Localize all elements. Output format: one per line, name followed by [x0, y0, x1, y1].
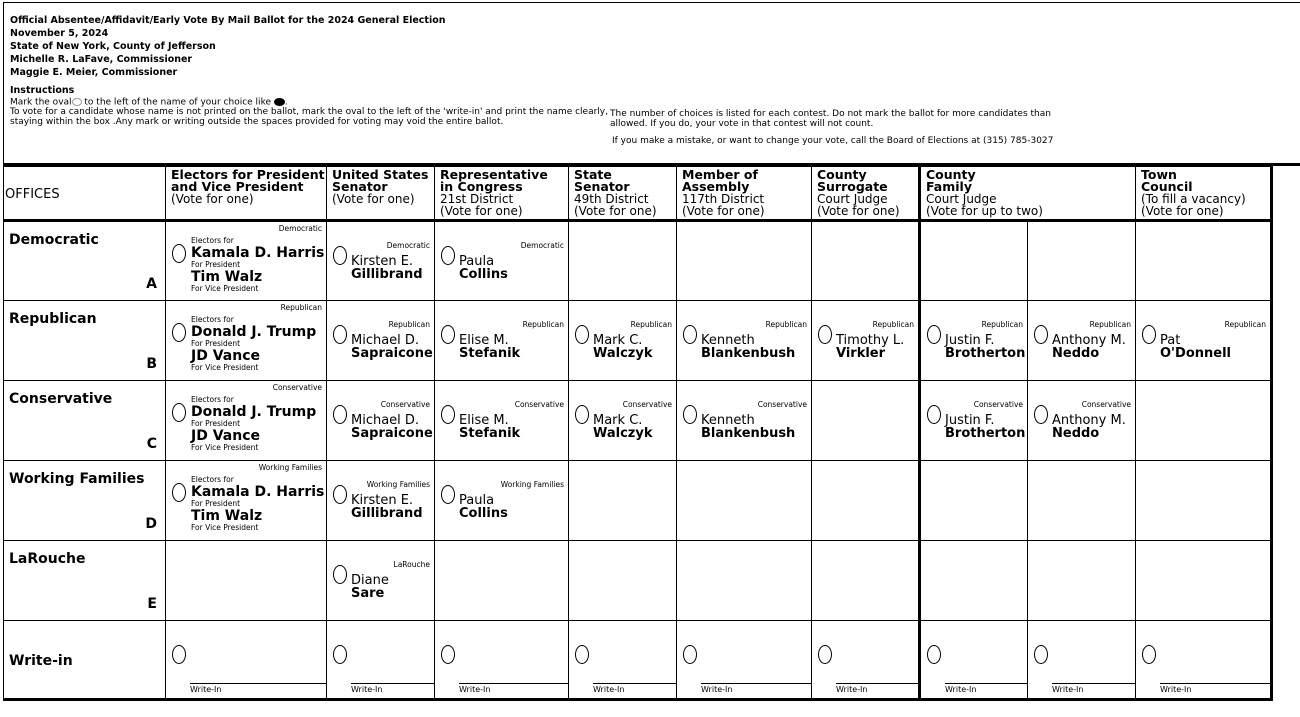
- vote-oval[interactable]: [172, 403, 186, 422]
- empty-cell: [812, 461, 920, 541]
- party-conservative: Conservative C: [4, 381, 166, 461]
- vote-oval[interactable]: [333, 645, 347, 664]
- cand-sen-con[interactable]: Conservative Michael D. Sapraicone: [327, 381, 435, 461]
- office-header-town-council: Town Council (To fill a vacancy) (Vote for one): [1136, 167, 1272, 221]
- vote-oval[interactable]: [333, 325, 347, 344]
- cand-sen-rep[interactable]: Republican Michael D. Sapraicone: [327, 301, 435, 381]
- empty-cell: [1136, 541, 1272, 621]
- vote-oval[interactable]: [172, 323, 186, 342]
- writein-assembly[interactable]: [677, 621, 812, 700]
- office-header-congress: Representative in Congress 21st District (Vote for one): [435, 167, 569, 221]
- vote-oval[interactable]: [441, 485, 455, 504]
- instructions-text: [10, 98, 610, 127]
- offices-label: OFFICES: [4, 167, 166, 221]
- office-header-family-court: County Family Court Judge (Vote for up to two): [920, 167, 1136, 221]
- vote-oval[interactable]: [575, 405, 589, 424]
- vote-oval[interactable]: [1142, 325, 1156, 344]
- vote-oval[interactable]: [927, 645, 941, 664]
- empty-cell: [166, 541, 327, 621]
- cand-sur-rep[interactable]: Republican Timothy L. Virkler: [812, 301, 920, 381]
- writein-state-senator[interactable]: [569, 621, 677, 700]
- ballot-title-block: [10, 14, 446, 79]
- vote-oval[interactable]: [575, 645, 589, 664]
- writein-family-2[interactable]: [1028, 621, 1136, 700]
- empty-cell: [812, 541, 920, 621]
- office-header-senator: United States Senator (Vote for one): [327, 167, 435, 221]
- cand-ss-con[interactable]: Conservative Mark C. Walczyk: [569, 381, 677, 461]
- cand-town-rep[interactable]: Republican Pat O'Donnell: [1136, 301, 1272, 381]
- cand-fam1-con[interactable]: Conservative Justin F. Brotherton: [920, 381, 1028, 461]
- office-header-assembly: Member of Assembly 117th District (Vote for one): [677, 167, 812, 221]
- empty-cell: [1136, 381, 1272, 461]
- empty-cell: [1028, 461, 1136, 541]
- instructions-choices: The number of choices is listed for each contest. Do not mark the ballot for more candidates than allowed. If you do, your vote in that contest will not count.: [610, 109, 1051, 129]
- cand-cong-con[interactable]: Conservative Elise M. Stefanik: [435, 381, 569, 461]
- vote-oval[interactable]: [1142, 645, 1156, 664]
- writein-line[interactable]: Write-In: [701, 683, 811, 694]
- empty-oval-icon: [72, 98, 82, 106]
- writein-congress[interactable]: [435, 621, 569, 700]
- vote-oval[interactable]: [927, 325, 941, 344]
- empty-cell: [1028, 541, 1136, 621]
- vote-oval[interactable]: [441, 645, 455, 664]
- vote-oval[interactable]: [1034, 325, 1048, 344]
- writein-line[interactable]: Write-In: [351, 683, 434, 694]
- vote-oval[interactable]: [1034, 405, 1048, 424]
- empty-cell: [920, 541, 1028, 621]
- cand-cong-wf[interactable]: Working Families Paula Collins: [435, 461, 569, 541]
- cand-asm-con[interactable]: Conservative Kenneth Blankenbush: [677, 381, 812, 461]
- office-header-state-senator: State Senator 49th District (Vote for one): [569, 167, 677, 221]
- cand-fam2-con[interactable]: Conservative Anthony M. Neddo: [1028, 381, 1136, 461]
- vote-oval[interactable]: [683, 325, 697, 344]
- empty-cell: [920, 461, 1028, 541]
- writein-line[interactable]: Write-In: [1160, 683, 1270, 694]
- writein-line[interactable]: Write-In: [459, 683, 568, 694]
- vote-oval[interactable]: [441, 405, 455, 424]
- empty-cell: [1136, 221, 1272, 301]
- empty-cell: [1136, 461, 1272, 541]
- empty-cell: [677, 221, 812, 301]
- cand-ss-rep[interactable]: Republican Mark C. Walczyk: [569, 301, 677, 381]
- cand-sen-lar[interactable]: LaRouche Diane Sare: [327, 541, 435, 621]
- vote-oval[interactable]: [683, 645, 697, 664]
- ticket-rep-president[interactable]: Republican Electors for Donald J. Trump For President JD Vance For Vice President: [166, 301, 327, 381]
- cand-cong-rep[interactable]: Republican Elise M. Stefanik: [435, 301, 569, 381]
- empty-cell: [920, 221, 1028, 301]
- cand-asm-rep[interactable]: Republican Kenneth Blankenbush: [677, 301, 812, 381]
- writein-line[interactable]: Write-In: [836, 683, 918, 694]
- writein-family-1[interactable]: [920, 621, 1028, 700]
- empty-cell: [812, 221, 920, 301]
- cand-cong-dem[interactable]: Democratic Paula Collins: [435, 221, 569, 301]
- vote-oval[interactable]: [818, 645, 832, 664]
- writein-line[interactable]: Write-In: [1052, 683, 1135, 694]
- vote-oval[interactable]: [333, 485, 347, 504]
- empty-cell: [677, 461, 812, 541]
- ticket-con-president[interactable]: Conservative Electors for Donald J. Trump For President JD Vance For Vice President: [166, 381, 327, 461]
- ballot-title: Official Absentee/Affidavit/Early Vote By Mail Ballot for the 2024 General Election: [10, 15, 446, 26]
- vote-oval[interactable]: [575, 325, 589, 344]
- office-header-president: Electors for President and Vice President (Vote for one): [166, 167, 327, 221]
- vote-oval[interactable]: [441, 246, 455, 265]
- writein-town[interactable]: [1136, 621, 1272, 700]
- vote-oval[interactable]: [172, 244, 186, 263]
- writein-senator[interactable]: [327, 621, 435, 700]
- vote-oval[interactable]: [333, 405, 347, 424]
- vote-oval[interactable]: [683, 405, 697, 424]
- empty-cell: [677, 541, 812, 621]
- writein-surrogate[interactable]: [812, 621, 920, 700]
- instructions-mark-oval: Mark the oval to the left of the name of your choice like .: [10, 97, 288, 108]
- empty-cell: [569, 541, 677, 621]
- empty-cell: [812, 381, 920, 461]
- instructions-mistake: If you make a mistake, or want to change your vote, call the Board of Elections at (315) 785-3027: [612, 136, 1054, 146]
- cand-sen-dem[interactable]: Democratic Kirsten E. Gillibrand: [327, 221, 435, 301]
- ballot-grid: [3, 166, 1273, 701]
- party-republican: Republican B: [4, 301, 166, 381]
- empty-cell: [569, 461, 677, 541]
- instructions-title: Instructions: [10, 85, 75, 96]
- cand-fam1-rep[interactable]: Republican Justin F. Brotherton: [920, 301, 1028, 381]
- jurisdiction: State of New York, County of Jefferson: [10, 41, 216, 52]
- cand-fam2-rep[interactable]: Republican Anthony M. Neddo: [1028, 301, 1136, 381]
- writein-line[interactable]: Write-In: [593, 683, 676, 694]
- writein-president[interactable]: [166, 621, 327, 700]
- election-date: November 5, 2024: [10, 28, 109, 39]
- vote-oval[interactable]: [927, 405, 941, 424]
- empty-cell: [569, 221, 677, 301]
- party-democratic: Democratic A: [4, 221, 166, 301]
- party-working-families: Working Families D: [4, 461, 166, 541]
- vote-oval[interactable]: [333, 565, 347, 584]
- cand-sen-wf[interactable]: Working Families Kirsten E. Gillibrand: [327, 461, 435, 541]
- instructions-write-in: To vote for a candidate whose name is not printed on the ballot, mark the oval to the left of the 'write-in' and print the name clearly, staying within the box .Any mark or writing outside the spaces provided for voting may void the entire ballot.: [10, 107, 608, 127]
- vote-oval[interactable]: [818, 325, 832, 344]
- party-larouche: LaRouche E: [4, 541, 166, 621]
- vote-oval[interactable]: [172, 483, 186, 502]
- empty-cell: [1028, 221, 1136, 301]
- ticket-wf-president[interactable]: Working Families Electors for Kamala D. Harris For President Tim Walz For Vice President: [166, 461, 327, 541]
- vote-oval[interactable]: [333, 246, 347, 265]
- writein-line[interactable]: Write-In: [190, 683, 326, 694]
- writein-label: Write-in: [4, 621, 166, 700]
- vote-oval[interactable]: [1034, 645, 1048, 664]
- writein-line[interactable]: Write-In: [945, 683, 1027, 694]
- empty-cell: [435, 541, 569, 621]
- vote-oval[interactable]: [441, 325, 455, 344]
- office-header-surrogate: County Surrogate Court Judge (Vote for one): [812, 167, 920, 221]
- ticket-dem-president[interactable]: Democratic Electors for Kamala D. Harris For President Tim Walz For Vice President: [166, 221, 327, 301]
- commissioner-2: Maggie E. Meier, Commissioner: [10, 67, 178, 78]
- filled-oval-icon: [274, 98, 285, 106]
- vote-oval[interactable]: [172, 645, 186, 664]
- commissioner-1: Michelle R. LaFave, Commissioner: [10, 54, 193, 65]
